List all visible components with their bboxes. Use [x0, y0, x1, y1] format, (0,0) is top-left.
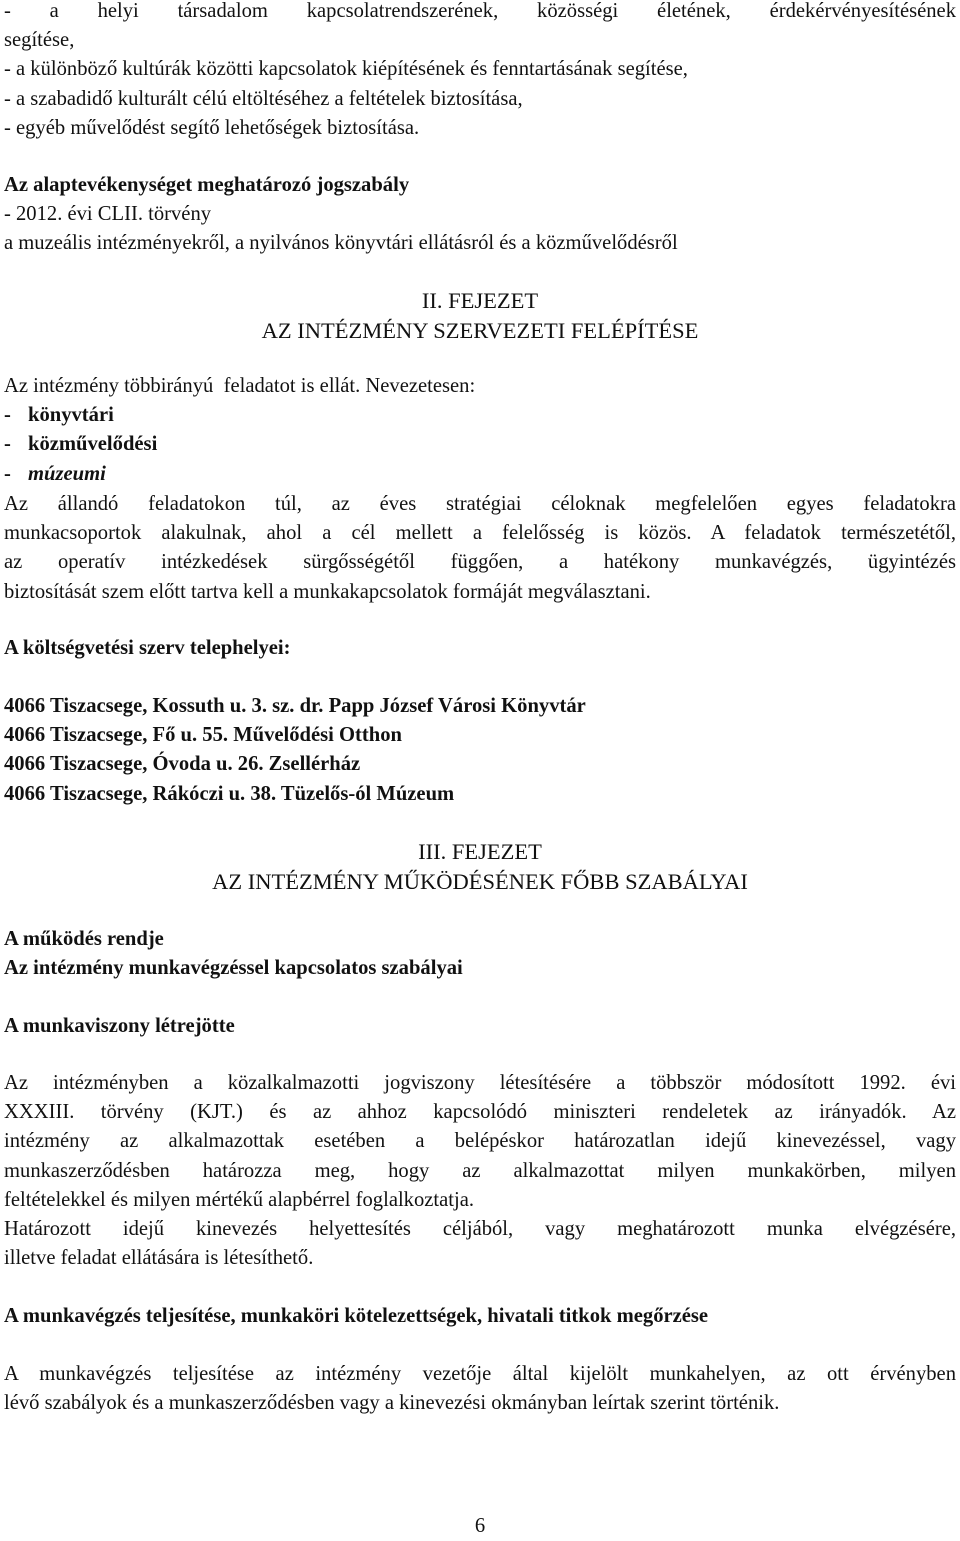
- chapter-title: AZ INTÉZMÉNY SZERVEZETI FELÉPÍTÉSE: [261, 317, 699, 343]
- chapter-number: II. FEJEZET: [421, 288, 539, 313]
- employment-paragraph: [4, 1069, 956, 1273]
- paragraph-line: lévő szabályok és a munkaszerződésben vagy a kinevezési okmányban leírtak szerint történik.: [4, 1392, 780, 1415]
- employment-heading: [4, 1012, 956, 1041]
- task-item: - közművelődési: [4, 433, 158, 456]
- intro-line: - a szabadidő kulturált célú eltöltéséhez a feltételek biztosítása,: [4, 87, 523, 110]
- chapter-3-heading: [0, 837, 960, 896]
- performance-heading-text: A munkavégzés teljesítése, munkaköri kötelezettségek, hivatali titkok megőrzése: [4, 1305, 709, 1327]
- paragraph-line: Az intézményben a közalkalmazotti jogviszony létesítésére a többször módosított 1992. évi: [4, 1072, 956, 1094]
- paragraph-line: biztosítását szem előtt tartva kell a munkakapcsolatok formáját megválasztani.: [4, 580, 651, 603]
- performance-paragraph: [4, 1360, 956, 1418]
- legal-heading: Az alaptevékenységet meghatározó jogszabály: [4, 174, 410, 196]
- sites-list: [4, 692, 956, 809]
- organization-paragraph: [4, 490, 956, 607]
- legal-basis-block: [4, 171, 956, 259]
- chapter-3-subheadings: [4, 925, 956, 983]
- page-number: 6: [474, 1515, 486, 1537]
- intro-line: - egyéb művelődést segítő lehetőségek biztosítása.: [4, 116, 420, 139]
- site-item: 4066 Tiszacsege, Kossuth u. 3. sz. dr. Papp József Városi Könyvtár: [4, 695, 586, 717]
- performance-heading: [4, 1302, 956, 1331]
- site-item: 4066 Tiszacsege, Fő u. 55. Művelődési Otthon: [4, 724, 402, 747]
- intro-line: - a helyi társadalom kapcsolatrendszerének, közösségi életének, érdekérvényesítésének: [4, 0, 956, 22]
- task-item: - múzeumi: [4, 462, 106, 485]
- chapter-2-heading: [0, 286, 960, 345]
- law-reference: - 2012. évi CLII. törvény: [4, 203, 212, 226]
- paragraph-line: feltételekkel és milyen mértékű alapbérrel foglalkoztatja.: [4, 1188, 475, 1211]
- site-item: 4066 Tiszacsege, Óvoda u. 26. Zsellérház: [4, 753, 361, 776]
- paragraph-line: illetve feladat ellátására is létesíthető.: [4, 1247, 314, 1270]
- subheading-operation: A működés rendje: [4, 928, 164, 950]
- paragraph-line: munkaszerződésben határozza meg, hogy az alkalmazottat milyen munkakörben, milyen: [4, 1159, 956, 1182]
- paragraph-line: az operatív intézkedések sürgősségétől függően, a hatékony munkavégzés, ügyintézés: [4, 551, 956, 574]
- employment-heading-text: A munkaviszony létrejötte: [4, 1015, 235, 1037]
- intro-block: [4, 0, 956, 143]
- intro-line: segítése,: [4, 29, 75, 52]
- sites-heading: [4, 634, 956, 663]
- paragraph-line: munkacsoportok alakulnak, ahol a cél mellett a felelősség is közös. A feladatok természetétől,: [4, 522, 956, 545]
- sites-heading-text: A költségvetési szerv telephelyei:: [4, 637, 291, 659]
- paragraph-line: Határozott idejű kinevezés helyettesítés céljából, vagy meghatározott munka elvégzésére,: [4, 1218, 956, 1241]
- paragraph-line: intézmény az alkalmazottak esetében a belépéskor határozatlan idejű kinevezéssel, vagy: [4, 1130, 956, 1153]
- law-title: a muzeális intézményekről, a nyilvános könyvtári ellátásról és a közművelődésről: [4, 232, 678, 255]
- paragraph-line: XXXIII. törvény (KJT.) és az ahhoz kapcsolódó miniszteri rendeletek az irányadók. Az: [4, 1101, 956, 1124]
- chapter-title: AZ INTÉZMÉNY MŰKÖDÉSÉNEK FŐBB SZABÁLYAI: [212, 868, 748, 894]
- paragraph-line: A munkavégzés teljesítése az intézmény vezetője által kijelölt munkahelyen, az ott érvényben: [4, 1363, 956, 1385]
- site-item: 4066 Tiszacsege, Rákóczi u. 38. Tüzelős-ól Múzeum: [4, 782, 455, 805]
- tasks-intro: Az intézmény többirányú feladatot is ellát. Nevezetesen:: [4, 375, 476, 397]
- task-item: - könyvtári: [4, 404, 114, 427]
- subheading-work-rules: Az intézmény munkavégzéssel kapcsolatos szabályai: [4, 957, 463, 980]
- chapter-number: III. FEJEZET: [418, 839, 542, 864]
- intro-line: - a különböző kultúrák közötti kapcsolatok kiépítésének és fenntartásának segítése,: [4, 58, 688, 81]
- paragraph-line: Az állandó feladatokon túl, az éves stratégiai céloknak megfelelően egyes feladatokra: [4, 493, 956, 515]
- chapter-2-body: [4, 372, 956, 489]
